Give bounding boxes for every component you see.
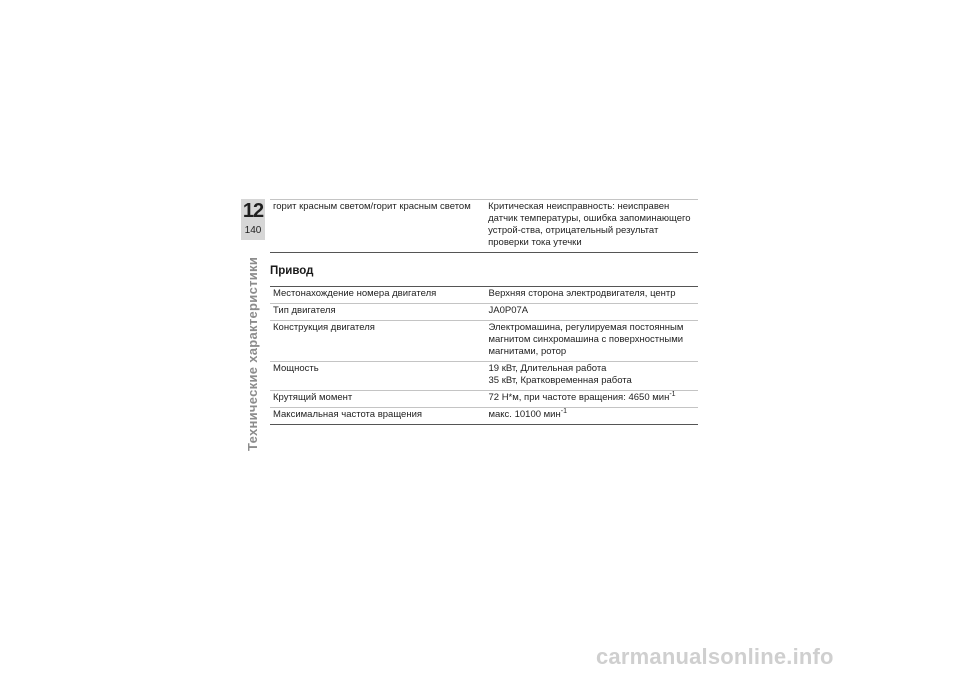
spec-value-text: макс. 10100 мин	[488, 409, 561, 420]
spec-label: Максимальная частота вращения	[270, 408, 482, 425]
section-heading-drive: Привод	[270, 265, 314, 277]
table-row	[270, 321, 698, 362]
spec-value-line: 19 кВт, Длительная работа	[488, 363, 607, 374]
table-row	[270, 304, 698, 321]
spec-value: Электромашина, регулируемая постоянным магнитом синхромашина с поверхностными магнитами, ротор	[482, 321, 698, 362]
spec-label: Конструкция двигателя	[270, 321, 482, 362]
side-chapter-title: Технические характеристики	[245, 256, 260, 451]
spec-value: JA0P07A	[482, 304, 698, 321]
chapter-number: 12	[242, 200, 264, 222]
chapter-tab	[241, 199, 265, 240]
watermark: carmanualsonline.info	[596, 644, 834, 669]
spec-value-line: 35 кВт, Кратковременная работа	[488, 375, 632, 386]
status-cell: горит красным светом/горит красным светом	[270, 200, 482, 253]
spec-value	[482, 362, 698, 391]
table-row	[270, 362, 698, 391]
page-content	[270, 199, 698, 425]
page-number: 140	[244, 225, 262, 236]
spec-label: Мощность	[270, 362, 482, 391]
exponent: -1	[560, 407, 567, 415]
status-description-cell: Критическая неисправность: неисправен датчик температуры, ошибка запоминающего устрой-ства, отрицательный результат проверки тока утечки	[482, 200, 698, 253]
spec-label: Местонахождение номера двигателя	[270, 287, 482, 304]
exponent: -1	[669, 390, 676, 398]
spec-value	[482, 408, 698, 425]
spec-value	[482, 391, 698, 408]
spec-label: Крутящий момент	[270, 391, 482, 408]
spec-value: Верхняя сторона электродвигателя, центр	[482, 287, 698, 304]
status-table	[270, 199, 698, 253]
spec-value-text: 72 Н*м, при частоте вращения: 4650 мин	[488, 392, 670, 403]
table-row	[270, 200, 698, 253]
table-row	[270, 391, 698, 408]
table-row	[270, 287, 698, 304]
drive-spec-table	[270, 286, 698, 425]
table-row	[270, 408, 698, 425]
spec-label: Тип двигателя	[270, 304, 482, 321]
